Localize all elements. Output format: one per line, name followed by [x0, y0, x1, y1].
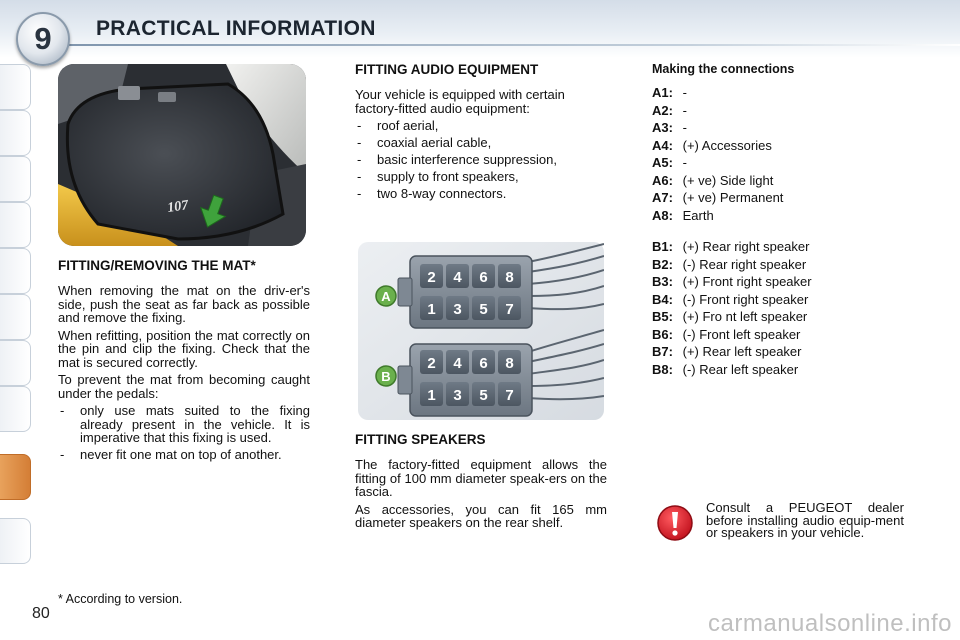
pin-b-top-1: 2 [427, 355, 436, 372]
pin-a-top-3: 6 [479, 269, 488, 286]
chapter-tabs [0, 58, 34, 578]
audio-bullet-1: - roof aerial, [355, 119, 607, 133]
pin-b-bottom-1: 1 [427, 387, 436, 404]
mat-heading: FITTING/REMOVING THE MAT* [58, 258, 256, 273]
pin-a-bottom-2: 3 [453, 301, 462, 318]
pin-a-top-1: 2 [427, 269, 436, 286]
mat-paragraph-1: When removing the mat on the driv-er's side, push the seat as far back as possible and remove the fixing. [58, 283, 310, 325]
connection-row: B1: (+) Rear right speaker [652, 239, 810, 254]
pin-b-bottom-3: 5 [479, 387, 488, 404]
connector-diagram [358, 242, 604, 420]
watermark: carmanualsonline.info [708, 610, 952, 637]
mat-paragraph-3: To prevent the mat from becoming caught under the pedals: [58, 372, 310, 401]
connection-row: A8: Earth [652, 207, 714, 223]
connection-row: B8: (-) Rear left speaker [652, 361, 799, 377]
chapter-tab-6[interactable] [0, 294, 31, 340]
chapter-tab-9-active[interactable] [0, 454, 31, 500]
audio-bullet-3: - basic interference suppression, [355, 153, 607, 167]
header-rule [60, 44, 960, 46]
mat-logo: 107 [166, 198, 190, 216]
audio-intro: Your vehicle is equipped with certain factory-fitted audio equipment: [355, 87, 565, 116]
audio-bullet-4: - supply to front speakers, [355, 170, 607, 184]
connection-row: A5: - [652, 155, 687, 170]
connection-row: B2: (-) Rear right speaker [652, 256, 807, 272]
connection-row: A6: (+ ve) Side light [652, 172, 774, 188]
pin-b-bottom-4: 7 [505, 387, 514, 404]
audio-section [355, 62, 607, 204]
audio-heading: FITTING AUDIO EQUIPMENT [355, 62, 539, 77]
connection-row: A2: - [652, 102, 687, 118]
pin-a-bottom-4: 7 [505, 301, 514, 318]
chapter-tab-3[interactable] [0, 156, 31, 202]
connection-row: A1: - [652, 85, 687, 100]
chapter-tab-4[interactable] [0, 202, 31, 248]
connector-b-label: B [381, 369, 391, 384]
pin-a-top-4: 8 [505, 269, 514, 286]
connection-row: A3: - [652, 120, 687, 135]
connection-row: B6: (-) Front left speaker [652, 326, 801, 342]
warning-text: Consult a PEUGEOT dealer before installing audio equip-ment or speakers in your vehicle. [706, 500, 904, 540]
mat-paragraph-2: When refitting, position the mat correctly on the pin and clip the fixing. Check that the mat is secured correctly. [58, 327, 310, 370]
chapter-badge: 9 [16, 12, 70, 66]
mat-bullet-1: - only use mats suited to the fixing already present in the vehicle. It is imperative that this fixing is used. [58, 404, 310, 445]
connector-a-label: A [381, 289, 391, 304]
footnote: * According to version. [58, 592, 183, 606]
page-number: 80 [32, 605, 50, 622]
speakers-paragraph-2: As accessories, you can fit 165 mm diameter speakers on the rear shelf. [355, 501, 607, 530]
page-title: PRACTICAL INFORMATION [96, 17, 376, 40]
audio-bullets [355, 119, 607, 201]
connections-title: Making the connections [652, 62, 795, 76]
connection-row: B3: (+) Front right speaker [652, 274, 812, 289]
mat-bullet-2: - never fit one mat on top of another. [58, 448, 310, 462]
pin-b-top-3: 6 [479, 355, 488, 372]
connections-section [652, 62, 892, 378]
chapter-tab-10[interactable] [0, 518, 31, 564]
speakers-heading: FITTING SPEAKERS [355, 432, 486, 447]
pin-b-bottom-2: 3 [453, 387, 462, 404]
connection-row: B5: (+) Fro nt left speaker [652, 309, 808, 324]
pin-a-top-2: 4 [453, 269, 462, 286]
chapter-tab-7[interactable] [0, 340, 31, 386]
mat-bullets [58, 404, 310, 461]
audio-bullet-2: - coaxial aerial cable, [355, 136, 607, 150]
chapter-tab-5[interactable] [0, 248, 31, 294]
speakers-paragraph-1: The factory-fitted equipment allows the fitting of 100 mm diameter speak-ers on the fascia. [355, 457, 607, 499]
pin-b-top-4: 8 [505, 355, 514, 372]
chapter-tab-8[interactable] [0, 386, 31, 432]
chapter-tab-1[interactable] [0, 64, 31, 110]
pin-b-top-2: 4 [453, 355, 462, 372]
speakers-section [355, 432, 607, 534]
connection-row: A7: (+ ve) Permanent [652, 190, 784, 205]
mat-section [58, 258, 310, 464]
connection-row: B7: (+) Rear left speaker [652, 344, 802, 359]
audio-bullet-5: - two 8-way connectors. [355, 187, 607, 201]
connection-row: B4: (-) Front right speaker [652, 291, 809, 307]
pin-a-bottom-3: 5 [479, 301, 488, 318]
connection-row: A4: (+) Accessories [652, 137, 772, 153]
chapter-tab-2[interactable] [0, 110, 31, 156]
pin-a-bottom-1: 1 [427, 301, 436, 318]
floor-mat-photo [58, 64, 306, 246]
exclamation-icon [656, 504, 694, 542]
